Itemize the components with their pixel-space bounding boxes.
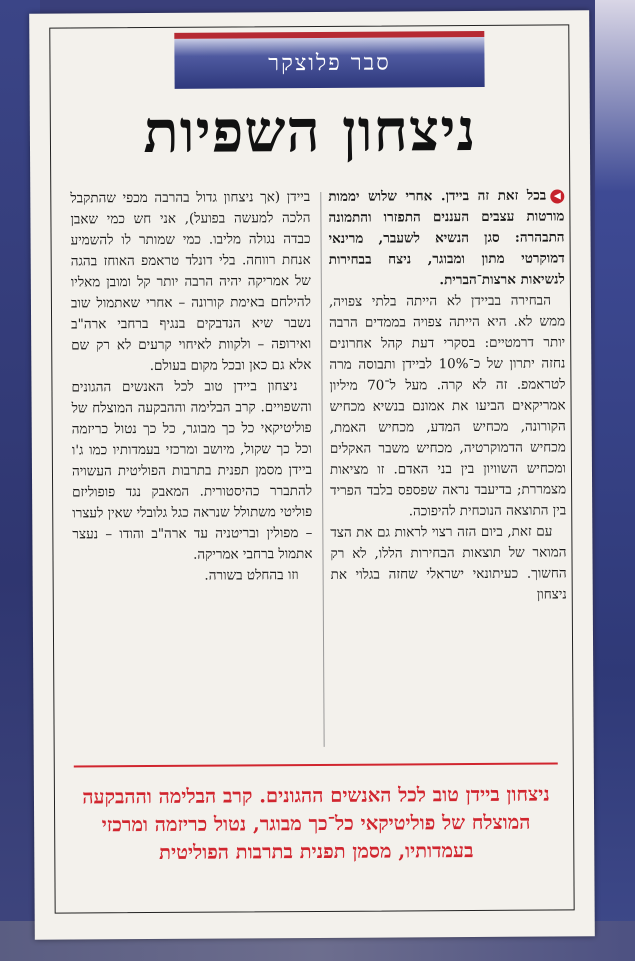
right-column [328,185,567,606]
article-headline: ניצחון השפיות [143,95,477,167]
arrow-bullet-icon: ◀ [550,189,564,203]
author-name: סבר פלוצקר [268,50,391,77]
paragraph: הבחירה בביידן לא הייתה בלתי צפויה, ממש לא. היא הייתה צפויה בממדים הרבה יותר דרמטיים: בסקרי דעת קהל אחרונים נחזה יתרון של כ־10% לביידן ותבוסה מרה לטראמפ. זה לא קרה. מעל ל־70 מיליון אמריקאים הביעו את אמונם בנשיא מכחיש הקורונה, מכחיש המדע, מכחיש האמת, מכחיש הדמוקרטיה, מכחיש משבר האקלים ומכחיש השוויון בין בני האדם. זו מציאות מצמררת; בדיעבד נראה שפספס בלבד הפריד בין התוצאה הנוכחית להיפוכה. [328,292,567,520]
author-banner [174,31,484,89]
pull-quote: ניצחון ביידן טוב לכל האנשים ההגונים. קרב הבלימה וההבקעה המוצלח של פוליטיקאי כל־כך מבוגר, נטול כריזמה ומרכזי בעמדותיו, מסמן תפנית בתרבות הפוליטית [82,782,550,864]
paragraph: ניצחון ביידן טוב לכל האנשים ההגונים והשפויים. קרב הבלימה וההבקעה המוצלח של פוליטיקאי כל כך מבוגר, כל כך נטול כריזמה וכל כך שקול, מיושב ומרכזי בעמדותיו כמו ג'ו ביידן מסמן תפנית בתרבות הפוליטית העשויה להתברר כהיסטורית. המאבק נגד פופוליזם פוליטי משתולל שנראה כגל גלובלי שאין לעצרו – מפולין ובריטניה עד ארה"ב והודו – נעצר אתמול ברחבי אמריקה. [71,378,313,563]
paragraph: וזו בהחלט בשורה. [204,567,299,584]
newspaper-page [29,10,595,939]
paragraph-text: בכל זאת זה ביידן. אחרי שלוש יממות מורטות עצבים העננים התפזרו והתמונה התבהרה: סגן הנשיא לשעבר, מרינאי דמוקרטי מתון ומבוגר, ניצח בבחירות לנשיאות ארצות־הברית. [328,187,565,289]
paragraph: עם זאת, ביום הזה רצוי לראות גם את הצד המואר של תוצאות הבחירות הללו, לא רק החשוך. כעיתונאי ישראלי שחזה בגלוי את ניצחון [330,523,567,603]
left-column [70,187,312,587]
paragraph: ביידן (אך ניצחון גדול בהרבה מכפי שהתקבל הלכה למעשה בפועל), אני חש כמי שאבן כבדה נגולה מליבו. כמי שמותר לו להשמיע אנחת רווחה. בלי דונלד טראמפ האוחז בהגה של אמריקה יהיה הרבה יותר קל ומובן מאליו להילחם באימת קורונה – אחרי שאתמול שוב נשבר שיא הנדבקים בנגיף ברחבי ארה"ב ואירופה – ולקוות לאיחוי קרעים לא רק שם אלא גם כאן ובכל מקום בעולם. [70,189,312,374]
background-right [595,0,635,961]
paragraph [328,185,565,291]
